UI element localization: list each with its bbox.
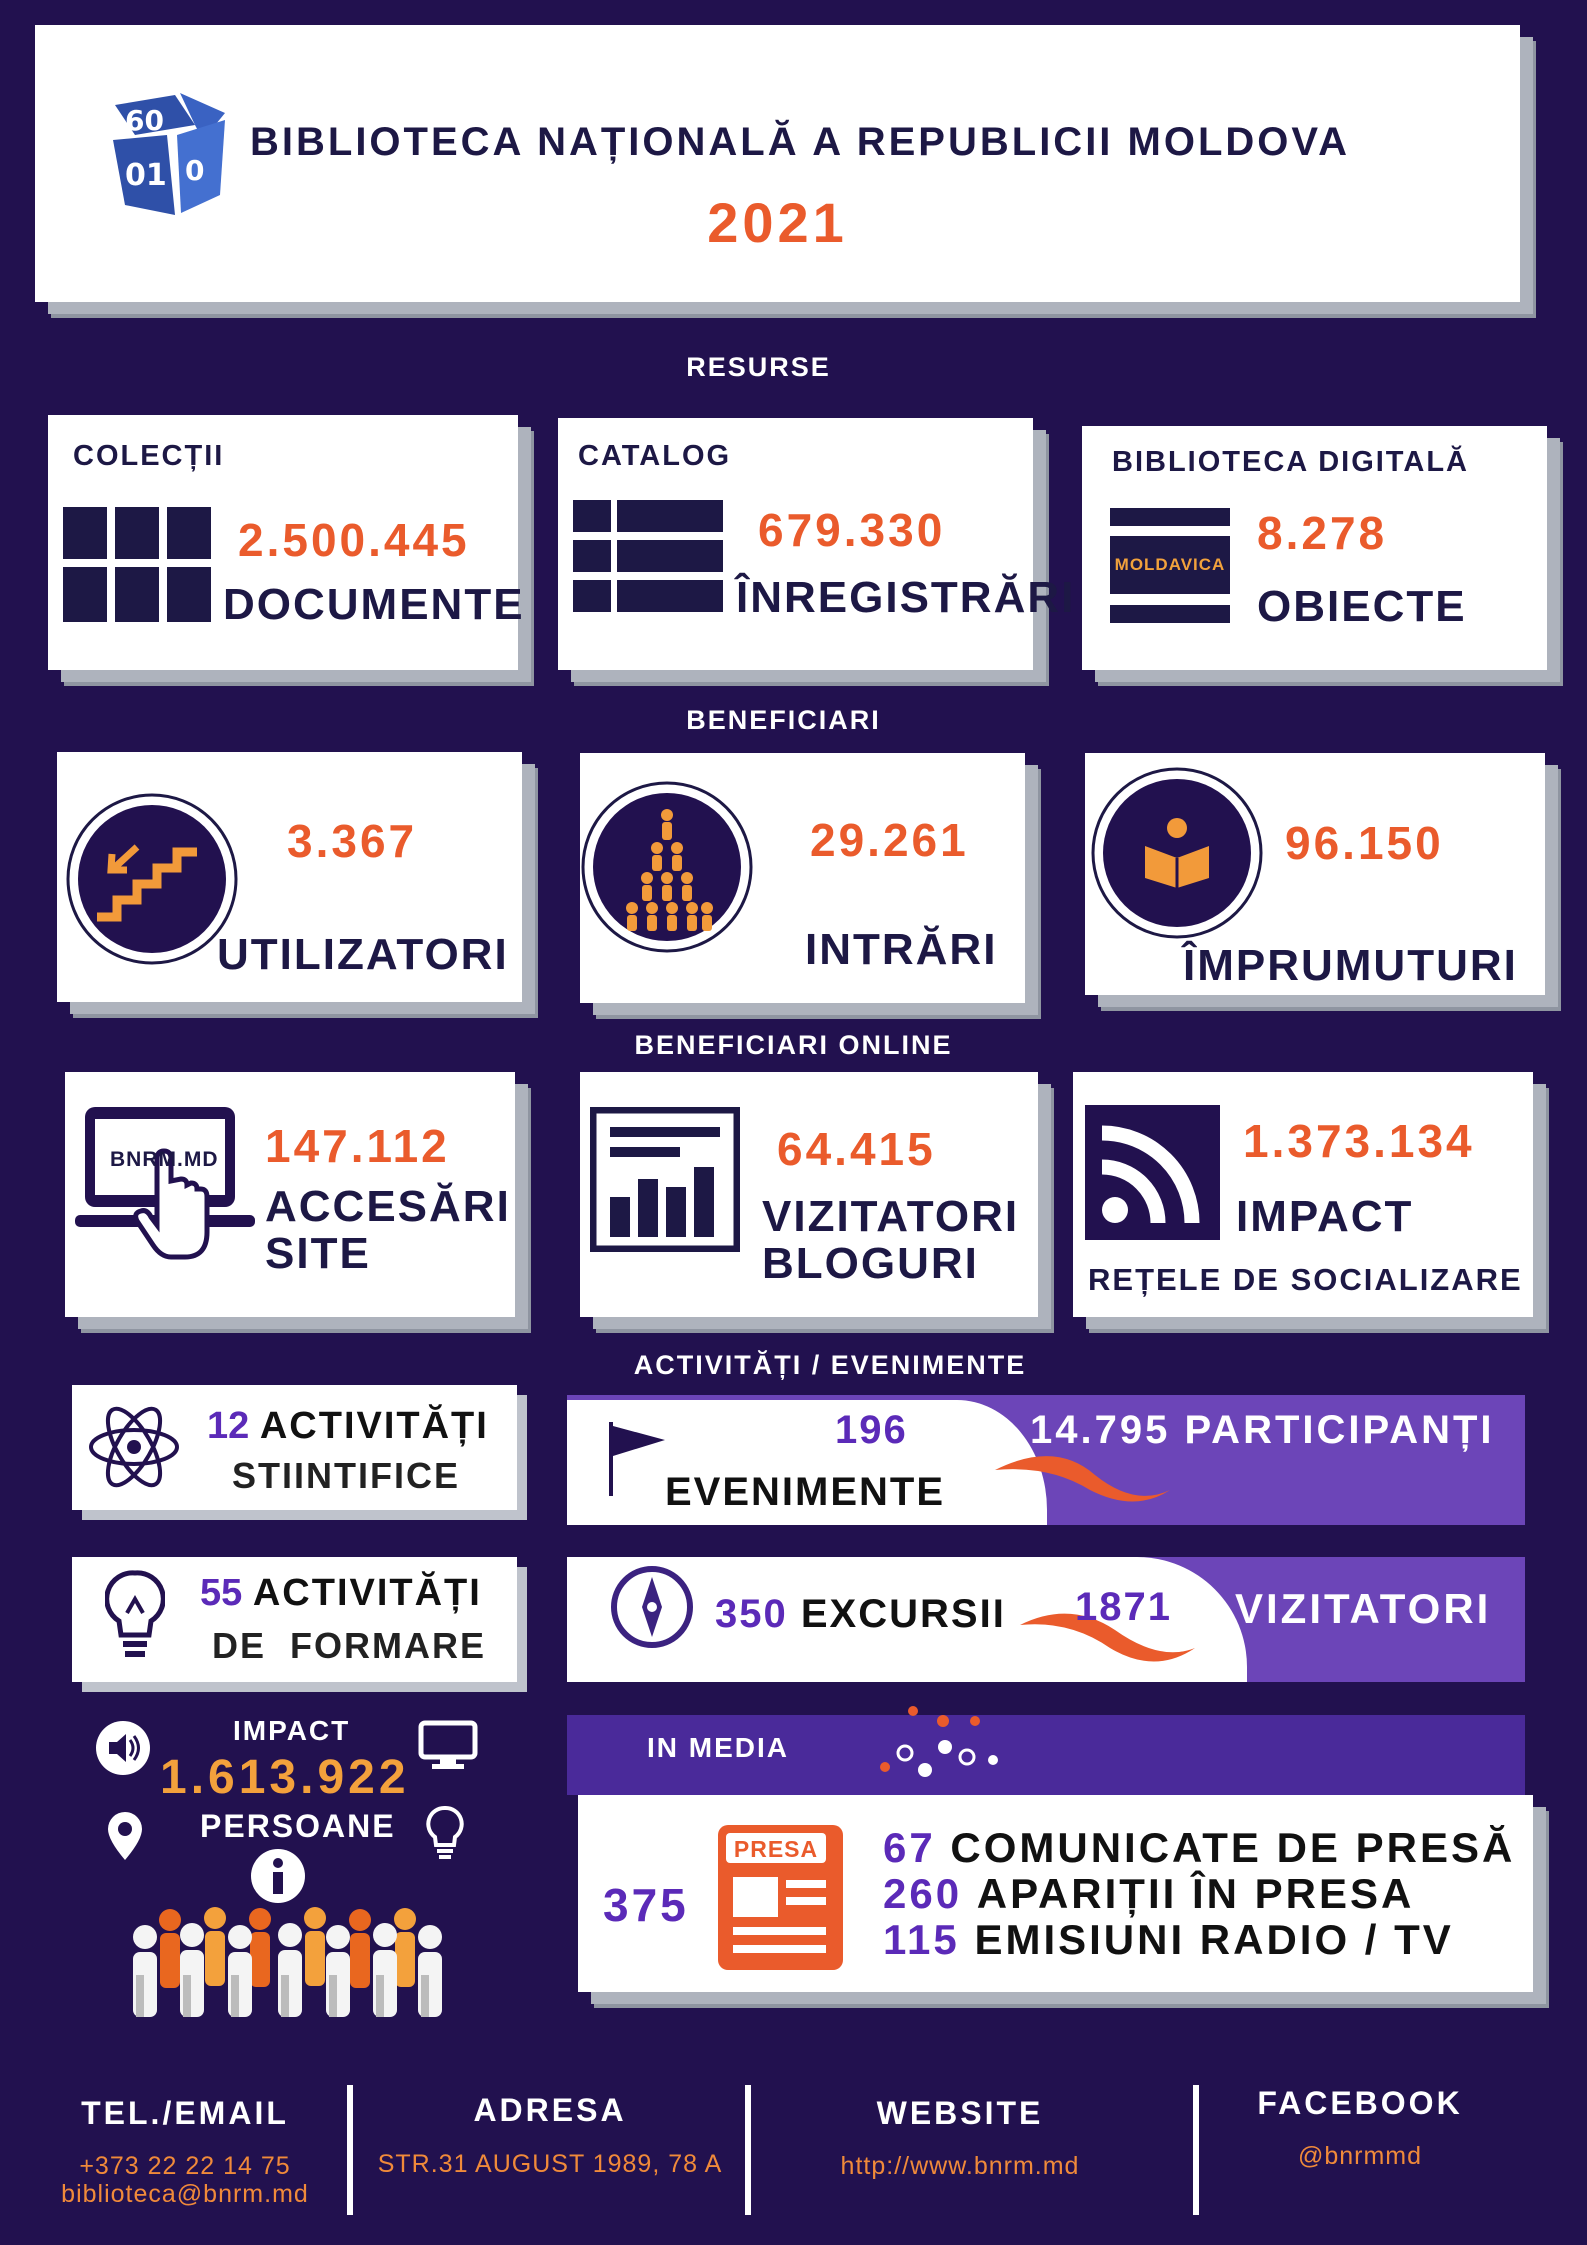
moldavica-badge: MOLDAVICA <box>1114 555 1226 574</box>
card-activitati-formare <box>72 1557 517 1682</box>
section-beneficiari: BENEFICIARI <box>686 705 881 735</box>
card-imprumuturi <box>1085 753 1545 995</box>
section-activitati: ACTIVITĂȚI / EVENIMENTE <box>633 1350 1027 1380</box>
formare-label-1: ACTIVITĂȚI <box>252 1572 482 1614</box>
retele-label-1: IMPACT <box>1236 1192 1414 1241</box>
svg-text:01: 01 <box>125 158 167 193</box>
reader-book-icon <box>1090 766 1265 941</box>
footer-facebook-link[interactable]: @bnrmmd <box>1297 2142 1423 2170</box>
imprumuturi-label: ÎMPRUMUTURI <box>1183 941 1518 990</box>
site-label-2: SITE <box>265 1229 371 1278</box>
card-colectii <box>48 415 525 670</box>
header-card <box>35 25 1520 302</box>
digitala-title: BIBLIOTECA DIGITALĂ <box>1112 446 1469 478</box>
card-vizitatori-bloguri <box>580 1072 1038 1317</box>
page-title: BIBLIOTECA NAȚIONALĂ A REPUBLICII MOLDOVA <box>250 120 1350 164</box>
stiintifice-label-2: STIINTIFICE <box>232 1455 460 1496</box>
moldavica-icon <box>1110 508 1230 623</box>
card-catalog <box>558 418 1076 670</box>
media-line-3 <box>883 1917 1515 1963</box>
in-media-title: IN MEDIA <box>647 1732 789 1763</box>
formare-label-2: DE FORMARE <box>212 1625 486 1666</box>
retele-label-2: REȚELE DE SOCIALIZARE <box>1088 1262 1523 1297</box>
list-icon <box>573 500 723 625</box>
media-line-3-text: EMISIUNI RADIO / TV <box>974 1916 1454 1963</box>
atom-icon <box>87 1400 182 1495</box>
bloguri-value: 64.415 <box>777 1123 936 1175</box>
laptop-click-icon <box>75 1107 255 1277</box>
card-biblioteca-digitala <box>1082 426 1547 670</box>
card-activitati-stiintifice <box>72 1385 517 1510</box>
stairs-icon <box>65 792 240 967</box>
retele-value: 1.373.134 <box>1243 1115 1475 1167</box>
evenimente-label: EVENIMENTE <box>665 1470 946 1514</box>
compass-icon <box>610 1565 695 1650</box>
svg-text:60: 60 <box>125 104 164 137</box>
formare-count: 55 <box>200 1572 243 1614</box>
svg-text:0: 0 <box>185 154 205 187</box>
grid-icon <box>63 507 213 627</box>
imprumuturi-value: 96.150 <box>1285 817 1444 869</box>
card-media <box>578 1795 1533 1992</box>
participanti-value: 14.795 <box>1030 1408 1171 1452</box>
media-line-2 <box>883 1871 1515 1917</box>
bloguri-label-1: VIZITATORI <box>762 1192 1020 1241</box>
site-label-1: ACCESĂRI <box>265 1182 511 1231</box>
excursii-vizitatori-label: VIZITATORI <box>1235 1585 1492 1632</box>
bloguri-label-2: BLOGURI <box>762 1239 979 1288</box>
newspaper-badge: PRESA <box>733 1836 819 1862</box>
card-utilizatori <box>57 752 522 1002</box>
stiintifice-count: 12 <box>207 1405 250 1447</box>
media-line-2-num: 260 <box>883 1870 963 1917</box>
excursii-label: EXCURSII <box>800 1592 1006 1636</box>
catalog-title: CATALOG <box>578 440 732 472</box>
footer-website-link[interactable]: http://www.bnrm.md <box>840 2152 1080 2180</box>
colectii-title: COLECȚII <box>73 440 225 472</box>
site-value: 147.112 <box>265 1120 450 1172</box>
catalog-unit: ÎNREGISTRĂRI <box>736 573 1076 622</box>
footer-adresa-value: STR.31 AUGUST 1989, 78 A <box>377 2150 723 2178</box>
impact-label-top: IMPACT <box>233 1715 351 1746</box>
footer-tel-heading: TEL./EMAIL <box>81 2095 289 2131</box>
media-line-2-text: APARIȚII ÎN PRESA <box>976 1870 1415 1917</box>
excursii-count: 350 <box>715 1592 788 1636</box>
info-icon <box>250 1848 306 1904</box>
rss-icon <box>1085 1105 1220 1240</box>
media-line-1-text: COMUNICATE DE PRESĂ <box>950 1824 1516 1871</box>
dots-decoration-icon <box>875 1705 1015 1785</box>
footer-website-heading: WEBSITE <box>876 2095 1044 2131</box>
digitala-unit: OBIECTE <box>1257 582 1467 631</box>
footer-separator-2 <box>745 2085 751 2215</box>
monitor-icon <box>418 1720 478 1770</box>
stiintifice-label-1: ACTIVITĂȚI <box>259 1405 489 1447</box>
impact-label-bottom: PERSOANE <box>200 1808 396 1844</box>
intrari-value: 29.261 <box>810 814 969 866</box>
footer-tel-email[interactable]: biblioteca@bnrm.md <box>61 2180 309 2208</box>
utilizatori-value: 3.367 <box>287 815 418 867</box>
media-line-3-num: 115 <box>883 1916 960 1963</box>
impact-value: 1.613.922 <box>160 1751 410 1804</box>
digitala-value: 8.278 <box>1257 507 1388 559</box>
bulb-small-icon <box>425 1805 465 1860</box>
evenimente-count: 196 <box>835 1408 908 1452</box>
footer-facebook-heading: FACEBOOK <box>1257 2085 1463 2121</box>
year-label: 2021 <box>707 191 848 254</box>
media-line-1 <box>883 1825 1515 1871</box>
footer-adresa-heading: ADRESA <box>473 2092 627 2128</box>
footer-separator-3 <box>1193 2085 1199 2215</box>
section-beneficiari-online: BENEFICIARI ONLINE <box>634 1030 953 1060</box>
media-line-1-num: 67 <box>883 1824 936 1871</box>
section-resurse: RESURSE <box>686 352 831 382</box>
excursii-vizitatori-value: 1871 <box>1075 1585 1172 1629</box>
lightbulb-icon <box>105 1569 165 1669</box>
site-screen-text: BNRM.MD <box>110 1148 219 1171</box>
catalog-value: 679.330 <box>758 504 946 556</box>
intrari-label: INTRĂRI <box>805 925 998 974</box>
card-impact-retele <box>1073 1072 1533 1317</box>
speaker-icon <box>95 1720 151 1776</box>
people-icon <box>580 780 755 955</box>
media-total: 375 <box>603 1879 689 1931</box>
footer-tel-phone[interactable]: +373 22 22 14 75 <box>79 2152 291 2180</box>
colectii-value: 2.500.445 <box>238 514 470 566</box>
participanti-label: PARTICIPANȚI <box>1184 1408 1495 1452</box>
colectii-unit: DOCUMENTE <box>223 580 525 629</box>
utilizatori-label: UTILIZATORI <box>217 930 509 979</box>
location-pin-icon <box>105 1810 145 1862</box>
bar-chart-icon <box>590 1107 740 1252</box>
footer-separator-1 <box>347 2085 353 2215</box>
crowd-icon <box>120 1905 460 2020</box>
card-intrari <box>580 753 1025 1003</box>
orange-swoosh-1 <box>995 1445 1175 1510</box>
newspaper-icon <box>718 1825 843 1970</box>
card-accesari-site <box>65 1072 515 1317</box>
